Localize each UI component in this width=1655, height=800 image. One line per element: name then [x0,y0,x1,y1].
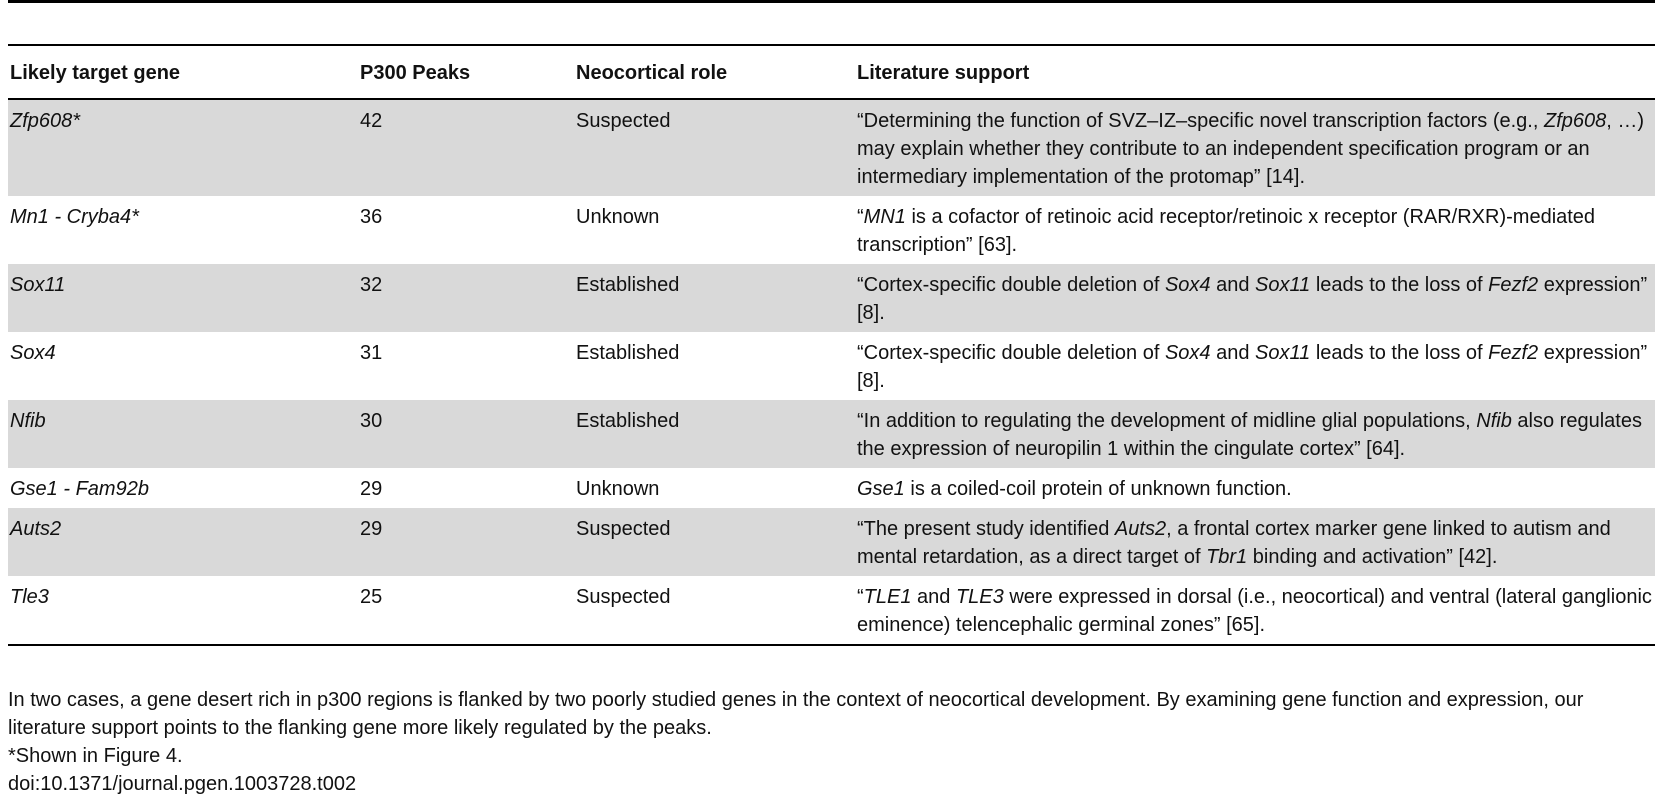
support-cell [855,400,1655,468]
support-text: expression” [8]. [857,342,1648,392]
footnote-asterisk: *Shown in Figure 4. [8,745,183,767]
role-cell: Established [576,274,680,296]
support-text: “ [857,206,864,228]
gene-cell: Mn1 - Cryba4* [10,206,139,228]
gene-name-italic: Auts2 [1114,518,1167,540]
support-text: binding and activation” [42]. [1247,546,1498,568]
gene-cell: Tle3 [10,586,49,608]
peaks-cell: 29 [360,518,383,540]
gene-name-italic: Nfib [1476,410,1512,432]
gene-name-italic: Fezf2 [1488,274,1539,296]
gene-cell: Gse1 - Fam92b [10,478,149,500]
gene-cell: Sox4 [10,342,56,364]
table-row [8,576,1655,645]
support-text: and [911,586,956,608]
table-body [8,99,1655,645]
support-cell [855,508,1655,576]
footnote-doi: doi:10.1371/journal.pgen.1003728.t002 [8,773,357,795]
support-cell [855,264,1655,332]
table-row [8,508,1655,576]
table-row [8,332,1655,400]
table-row [8,264,1655,332]
support-cell [855,99,1655,196]
support-cell [855,196,1655,264]
support-text: is a coiled-coil protein of unknown function. [904,478,1292,500]
gene-name-italic: Sox11 [1255,342,1311,364]
gene-cell: Sox11 [10,274,66,296]
gene-name-italic: Gse1 [857,478,905,500]
table-row [8,468,1655,508]
table-row [8,99,1655,196]
peaks-cell: 36 [360,206,383,228]
gene-name-italic: Sox11 [1255,274,1311,296]
footnote-note: In two cases, a gene desert rich in p300 regions is flanked by two poorly studied genes in the context of neocortical development. By examining gene function and expression, our literature support points to the flanking gene more likely regulated by the peaks. [8,689,1584,739]
support-text: were expressed in dorsal (i.e., neocortical) and ventral (lateral ganglionic eminence) telencephalic germinal zones” [65]. [857,586,1652,636]
support-text: , …) may explain whether they contribute to an independent specification program or an intermediary implementation of the protomap” [14]. [857,110,1645,188]
header-row [8,45,1655,99]
peaks-cell: 32 [360,274,383,296]
gene-cell: Zfp608* [10,110,81,132]
role-cell: Established [576,410,680,432]
table-footnotes [8,686,1647,798]
support-cell [855,332,1655,400]
table-row [8,196,1655,264]
support-text: “ [857,586,864,608]
gene-name-italic: Tbr1 [1206,546,1248,568]
support-text: “The present study identified [857,518,1115,540]
gene-name-italic: Fezf2 [1488,342,1539,364]
header-likely-target-gene: Likely target gene [10,62,181,84]
support-cell [855,576,1655,645]
gene-table [8,44,1655,646]
support-text: also regulates the expression of neuropilin 1 within the cingulate cortex” [64]. [857,410,1642,460]
role-cell: Suspected [576,518,671,540]
gene-table-container [8,44,1655,646]
gene-name-italic: MN1 [863,206,906,228]
support-text: is a cofactor of retinoic acid receptor/retinoic x receptor (RAR/RXR)-mediated transcription” [63]. [857,206,1596,256]
gene-name-italic: Sox4 [1164,342,1211,364]
support-text: expression” [8]. [857,274,1648,324]
role-cell: Suspected [576,586,671,608]
gene-name-italic: TLE1 [863,586,912,608]
support-text: leads to the loss of [1310,274,1489,296]
peaks-cell: 29 [360,478,383,500]
gene-cell: Auts2 [10,518,62,540]
support-text: “Determining the function of SVZ–IZ–specific novel transcription factors (e.g., [857,110,1544,132]
peaks-cell: 42 [360,110,383,132]
peaks-cell: 31 [360,342,383,364]
support-text: , a frontal cortex marker gene linked to autism and mental retardation, as a direct target of [857,518,1611,568]
support-text: “Cortex-specific double deletion of [857,342,1165,364]
support-text: leads to the loss of [1310,342,1489,364]
header-p300-peaks: P300 Peaks [360,62,471,84]
support-text: “In addition to regulating the development of midline glial populations, [857,410,1477,432]
peaks-cell: 25 [360,586,383,608]
role-cell: Unknown [576,478,660,500]
gene-name-italic: Sox4 [1164,274,1211,296]
header-neocortical-role: Neocortical role [576,62,728,84]
peaks-cell: 30 [360,410,383,432]
role-cell: Suspected [576,110,671,132]
support-cell [855,468,1655,508]
role-cell: Unknown [576,206,660,228]
table-row [8,400,1655,468]
top-rule [8,0,1655,3]
gene-name-italic: TLE3 [955,586,1004,608]
support-text: and [1210,342,1256,364]
header-literature-support: Literature support [857,62,1030,84]
support-text: “Cortex-specific double deletion of [857,274,1165,296]
gene-cell: Nfib [10,410,46,432]
support-text: and [1210,274,1256,296]
role-cell: Established [576,342,680,364]
gene-name-italic: Zfp608 [1543,110,1607,132]
